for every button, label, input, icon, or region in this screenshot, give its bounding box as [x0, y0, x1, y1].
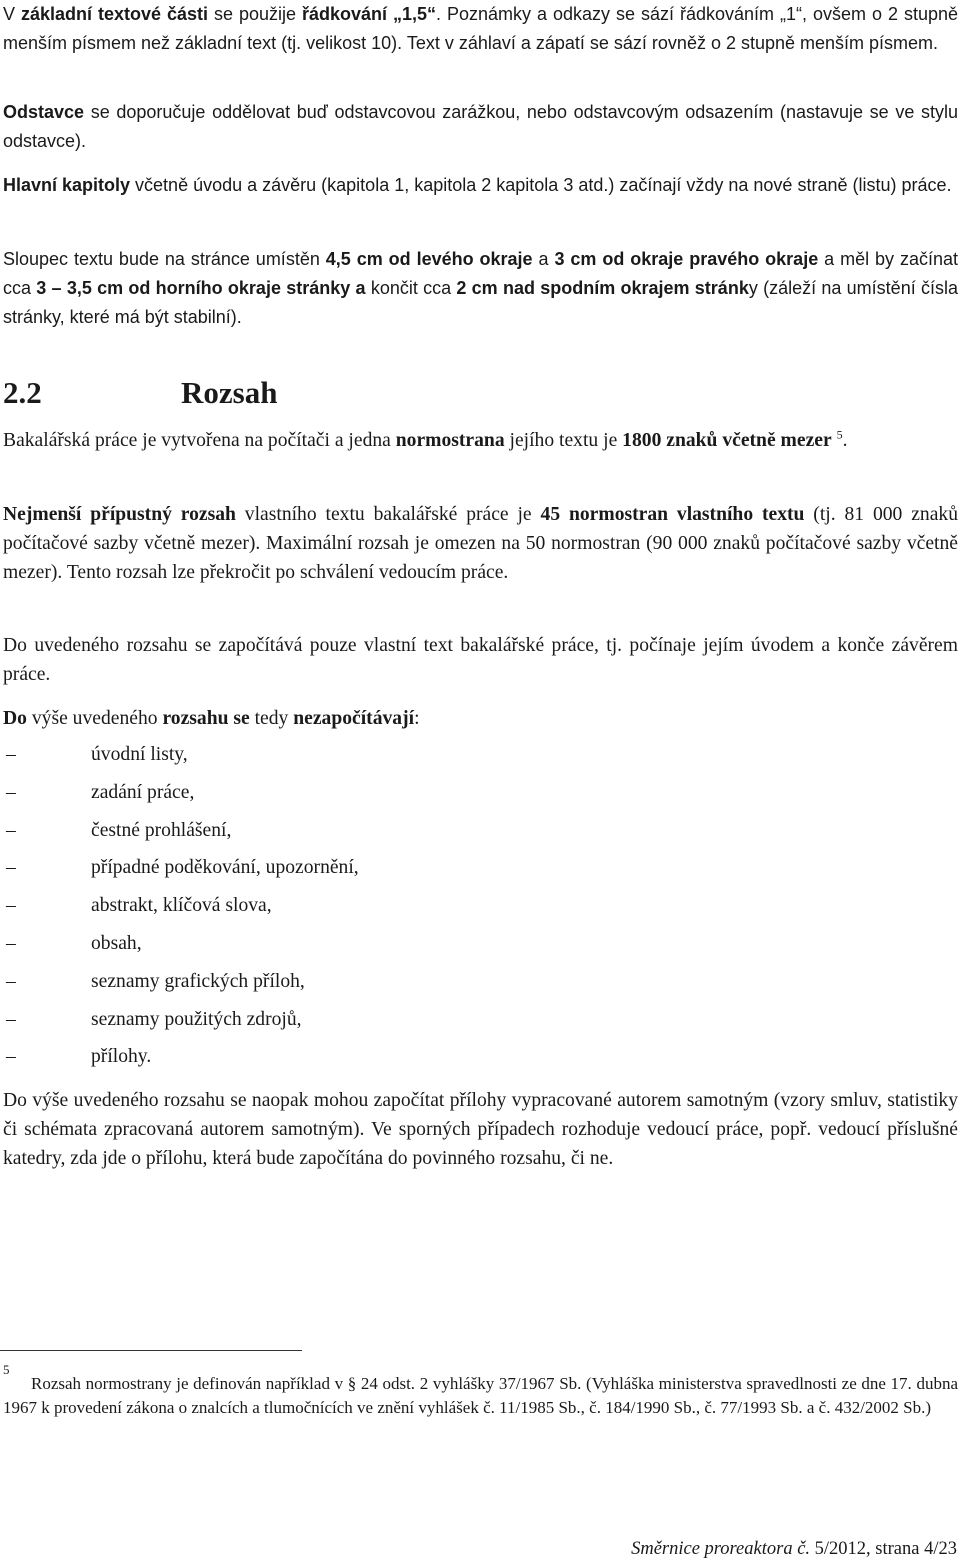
paragraph-line-spacing	[3, 0, 958, 58]
text-run: včetně úvodu a závěru (kapitola 1, kapitola 2 kapitola 3 atd.) začínají vždy na nové straně (listu) práce.	[130, 175, 952, 195]
dash-bullet: –	[6, 781, 16, 803]
list-item-label: seznamy použitých zdrojů,	[91, 1008, 302, 1030]
dash-bullet: –	[6, 932, 16, 954]
list-item	[3, 967, 903, 1005]
text-run: a	[532, 249, 555, 269]
excluded-parts-list	[3, 740, 903, 1080]
bold-run: základní textové části	[20, 4, 209, 24]
text-run: se doporučuje oddělovat buď odstavcovou zarážkou, nebo odstavcovým odsazením (nastavuje se ve stylu odstavce).	[3, 102, 958, 151]
text-run: . Poznámky a odkazy se sází řádkováním „1“, ovšem o 2 stupně menším písmem než základní text (tj. velikost 10). Text v záhlaví a zápatí se sází rovněž o 2 stupně menším písmem.	[3, 4, 958, 53]
paragraph-minimum-extent	[3, 500, 958, 587]
paragraph-main-chapters	[3, 171, 958, 200]
dash-bullet: –	[6, 1008, 16, 1030]
bold-run: normostrana	[395, 430, 505, 451]
section-title: Rozsah	[181, 375, 278, 410]
text-run: V	[3, 4, 21, 24]
paragraph-standard-page	[3, 426, 958, 455]
footnote-separator	[0, 1350, 302, 1351]
list-item-label: obsah,	[91, 932, 142, 954]
text-run: Do výše uvedeného rozsahu se naopak mohou započítat přílohy vypracované autorem samotným (vzory smluv, statistiky či schémata zpracovaná autorem samotným). Ve sporných případech rozhoduje vedoucí práce, popř. vedoucí příslušné katedry, zda jde o přílohu, která bude započítána do povinného rozsahu, či ne.	[3, 1090, 958, 1169]
list-item	[3, 929, 903, 967]
text-run: y (záleží na umístění čísla stránky, které má být stabilní).	[3, 278, 958, 327]
text-run: výše uvedeného	[26, 708, 163, 729]
paragraph-appendices	[3, 1086, 958, 1173]
text-run: Do uvedeného rozsahu se započítává pouze vlastní text bakalářské práce, tj. počínaje jejím úvodem a konče závěrem práce.	[3, 635, 958, 685]
dash-bullet: –	[6, 970, 16, 992]
list-item-label: abstrakt, klíčová slova,	[91, 895, 272, 917]
bold-run: 1800 znaků včetně mezer	[622, 430, 832, 451]
text-run: a měl by začínat cca	[3, 249, 958, 298]
bold-run: Nejmenší přípustný rozsah	[3, 504, 236, 525]
list-item-label: zadání práce,	[91, 781, 195, 803]
dash-bullet: –	[6, 857, 16, 879]
text-run: .	[842, 430, 848, 451]
text-run: končit cca	[365, 278, 457, 298]
text-run: Sloupec textu bude na stránce umístěn	[3, 249, 326, 269]
footnote-text: Rozsah normostrany je definován například v § 24 odst. 2 vyhlášky 37/1967 Sb. (Vyhláška ministerstva spravedlnosti ze dne 17. dubna 1967 k provedení zákona o znalcích a tlumočnících ve znění vyhlášek č. 11/1985 Sb., č. 184/1990 Sb., č. 77/1993 Sb. a č. 432/2002 Sb.)	[3, 1374, 958, 1417]
list-item	[3, 816, 903, 854]
bold-run: nezapočítávají	[293, 708, 415, 729]
footer-directive-label: Směrnice proreaktora č.	[631, 1539, 811, 1559]
list-item-label: přílohy.	[91, 1046, 152, 1068]
bold-run: 2 cm nad spodním okrajem stránk	[456, 278, 749, 298]
text-run: tedy	[249, 708, 294, 729]
text-run: :	[414, 708, 420, 729]
paragraph-not-counted-intro	[3, 704, 958, 733]
text-run: Bakalářská práce je vytvořena na počítači a jedna	[3, 430, 396, 451]
list-item	[3, 1005, 903, 1043]
list-item	[3, 891, 903, 929]
list-item	[3, 778, 903, 816]
paragraph-paragraph-separation	[3, 98, 958, 156]
bold-run: rozsahu se	[162, 708, 250, 729]
list-item	[3, 740, 903, 778]
bold-run: 4,5 cm od levého okraje	[325, 249, 533, 269]
section-number: 2.2	[3, 375, 42, 410]
list-item-label: úvodní listy,	[91, 744, 188, 765]
footnote-number: 5	[3, 1362, 10, 1377]
text-run: vlastního textu bakalářské práce je	[235, 504, 541, 525]
paragraph-counted-text	[3, 631, 958, 689]
page-footer	[631, 1537, 957, 1561]
dash-bullet: –	[6, 895, 16, 917]
bold-run: Hlavní kapitoly	[3, 175, 131, 195]
paragraph-text-column	[3, 245, 958, 332]
section-heading	[3, 373, 277, 413]
list-item-label: seznamy grafických příloh,	[91, 970, 305, 992]
bold-run: 3 – 3,5 cm od horního okraje stránky a	[36, 278, 366, 298]
bold-run: řádkování „1,5“	[302, 4, 437, 24]
bold-run: 3 cm od okraje pravého okraje	[554, 249, 819, 269]
list-item-label: čestné prohlášení,	[91, 819, 232, 841]
text-run: jejího textu je	[504, 430, 623, 451]
dash-bullet: –	[6, 1046, 16, 1068]
dash-bullet: –	[6, 819, 16, 841]
list-item	[3, 1042, 903, 1080]
bold-run: 45 normostran vlastního textu	[540, 504, 805, 525]
dash-bullet: –	[6, 744, 16, 765]
text-run: se použije	[208, 4, 302, 24]
bold-run: Do	[3, 708, 27, 729]
list-item-label: případné poděkování, upozornění,	[91, 857, 359, 879]
footer-page-info: 5/2012, strana 4/23	[810, 1539, 957, 1559]
bold-run: Odstavce	[3, 102, 85, 122]
list-item	[3, 853, 903, 891]
text-run: (tj. 81 000 znaků počítačové sazby včetně mezer). Maximální rozsah je omezen na 50 normostran (90 000 znaků počítačové sazby včetně mezer). Tento rozsah lze překročit po schválení vedoucím práce.	[3, 504, 958, 583]
footnote-reference[interactable]: 5	[836, 427, 843, 442]
